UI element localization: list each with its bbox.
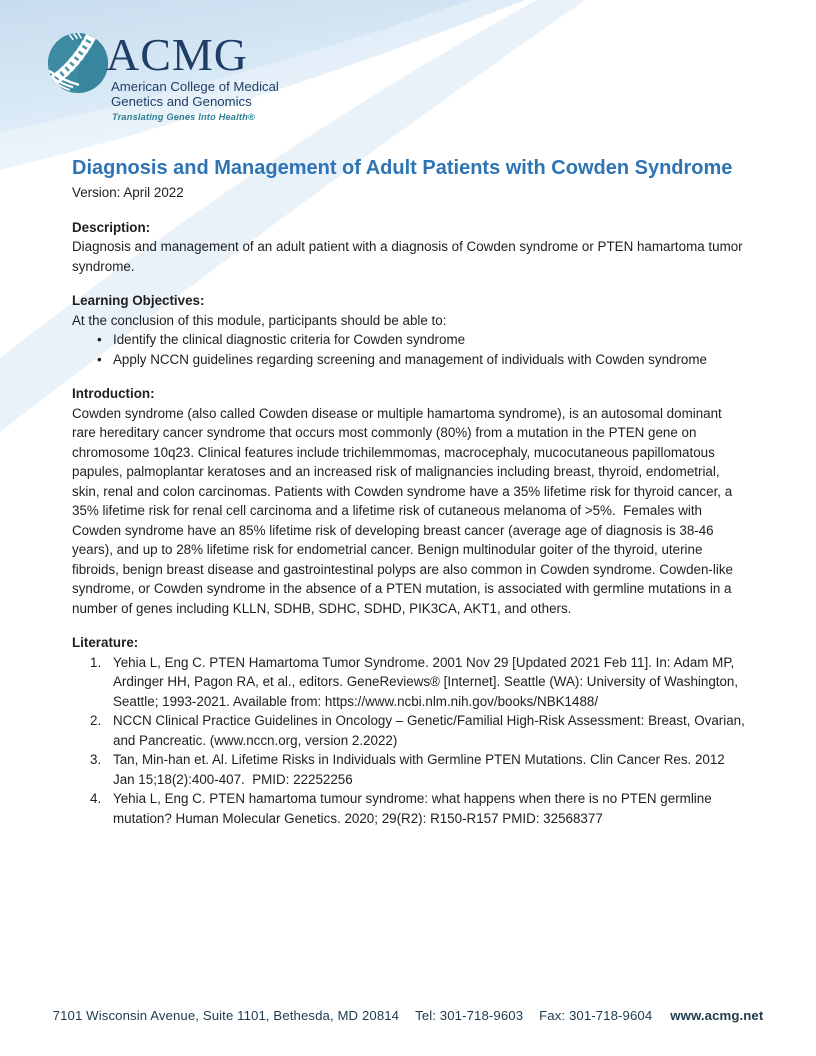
literature-item (72, 653, 748, 712)
footer-tel: Tel: 301-718-9603 (415, 1008, 524, 1023)
bullet-icon: • (97, 351, 102, 367)
learning-objectives-list (72, 330, 748, 369)
footer-website: www.acmg.net (670, 1008, 764, 1023)
logo-org-line2: Genetics and Genomics (111, 94, 252, 109)
literature-item-number: 2. (90, 713, 102, 728)
section-introduction (72, 384, 748, 618)
literature-item-text: Tan, Min-han et. Al. Lifetime Risks in Individuals with Germline PTEN Mutations. Clin Cancer Res. 2012 Jan 15;18(2):400-407. PMID: 22252256 (113, 752, 729, 787)
logo-acronym: ACMG (106, 29, 249, 80)
footer-address: 7101 Wisconsin Avenue, Suite 1101, Bethesda, MD 20814 (52, 1008, 400, 1023)
introduction-heading: Introduction: (72, 386, 155, 401)
learning-objectives-intro: At the conclusion of this module, participants should be able to: (72, 312, 447, 328)
literature-heading: Literature: (72, 635, 139, 650)
literature-item-text: Yehia L, Eng C. PTEN hamartoma tumour syndrome: what happens when there is no PTEN germline mutation? Human Molecular Genetics. 2020; 29(R2): R150-R157 PMID: 32568377 (113, 791, 716, 826)
footer (0, 1007, 816, 1024)
document-body (72, 156, 748, 828)
logo-tagline: Translating Genes Into Health® (112, 112, 255, 122)
version-line: Version: April 2022 (72, 185, 184, 200)
literature-item-text: Yehia L, Eng C. PTEN Hamartoma Tumor Syndrome. 2001 Nov 29 [Updated 2021 Feb 11]. In: Adam MP, Ardinger HH, Pagon RA, et al., editors. GeneReviews® [Internet]. Seattle (WA): University of Washington, Seattle; 1993-2021. Available from: https://www.ncbi.nlm.nih.gov/books/NBK1488/ (113, 654, 742, 709)
literature-list (72, 653, 748, 829)
section-learning-objectives (72, 291, 748, 369)
document-title: Diagnosis and Management of Adult Patients with Cowden Syndrome (72, 157, 733, 179)
acmg-globe-icon (46, 31, 110, 95)
section-literature (72, 633, 748, 828)
description-heading: Description: (72, 219, 151, 235)
description-text: Diagnosis and management of an adult patient with a diagnosis of Cowden syndrome or PTEN hamartoma tumor syndrome. (72, 239, 747, 274)
learning-objective-item (72, 350, 748, 370)
literature-item-number: 3. (90, 752, 102, 767)
literature-item (72, 711, 748, 750)
learning-objectives-heading: Learning Objectives: (72, 293, 205, 308)
literature-item-text: NCCN Clinical Practice Guidelines in Oncology – Genetic/Familial High-Risk Assessment: Breast, Ovarian, and Pancreatic. (www.nccn.org, version 2.2022) (113, 713, 749, 748)
bullet-icon: • (97, 332, 102, 347)
literature-item (72, 789, 748, 828)
literature-item-number: 1. (90, 654, 102, 670)
literature-item (72, 750, 748, 789)
section-description (72, 218, 748, 277)
footer-fax: Fax: 301-718-9604 (539, 1008, 653, 1023)
learning-objective-text: Apply NCCN guidelines regarding screening and management of individuals with Cowden syndrome (113, 351, 707, 367)
learning-objective-item (72, 330, 748, 350)
logo-org-line1: American College of Medical (111, 79, 279, 94)
learning-objective-text: Identify the clinical diagnostic criteria for Cowden syndrome (113, 332, 466, 347)
literature-item-number: 4. (90, 791, 102, 806)
introduction-text: Cowden syndrome (also called Cowden disease or multiple hamartoma syndrome), is an autosomal dominant rare hereditary cancer syndrome that occurs most commonly (80%) from a mutation in the PTEN gene on chromosome 10q23. Clinical features include trichilemmomas, macrocephaly, mucocutaneous papillomatous papules, palmoplantar keratoses and an increased risk of malignancies including breast, thyroid, endometrial, skin, renal and colon carcinomas. Patients with Cowden syndrome have a 35% lifetime risk for thyroid cancer, a 35% lifetime risk for renal cell carcinoma and a lifetime risk of cutaneous melanoma of >5%. Females with Cowden syndrome have an 85% lifetime risk of developing breast cancer (average age of diagnosis is 38-46 years), and up to 28% lifetime risk for endometrial cancer. Benign multinodular goiter of the thyroid, uterine fibroids, benign breast disease and gastrointestinal polyps are also common in Cowden syndrome. Cowden-like syndrome, or Cowden syndrome in the absence of a PTEN mutation, is associated with germline mutations in a number of genes including KLLN, SDHB, SDHC, SDHD, PIK3CA, AKT1, and others. (72, 405, 737, 616)
